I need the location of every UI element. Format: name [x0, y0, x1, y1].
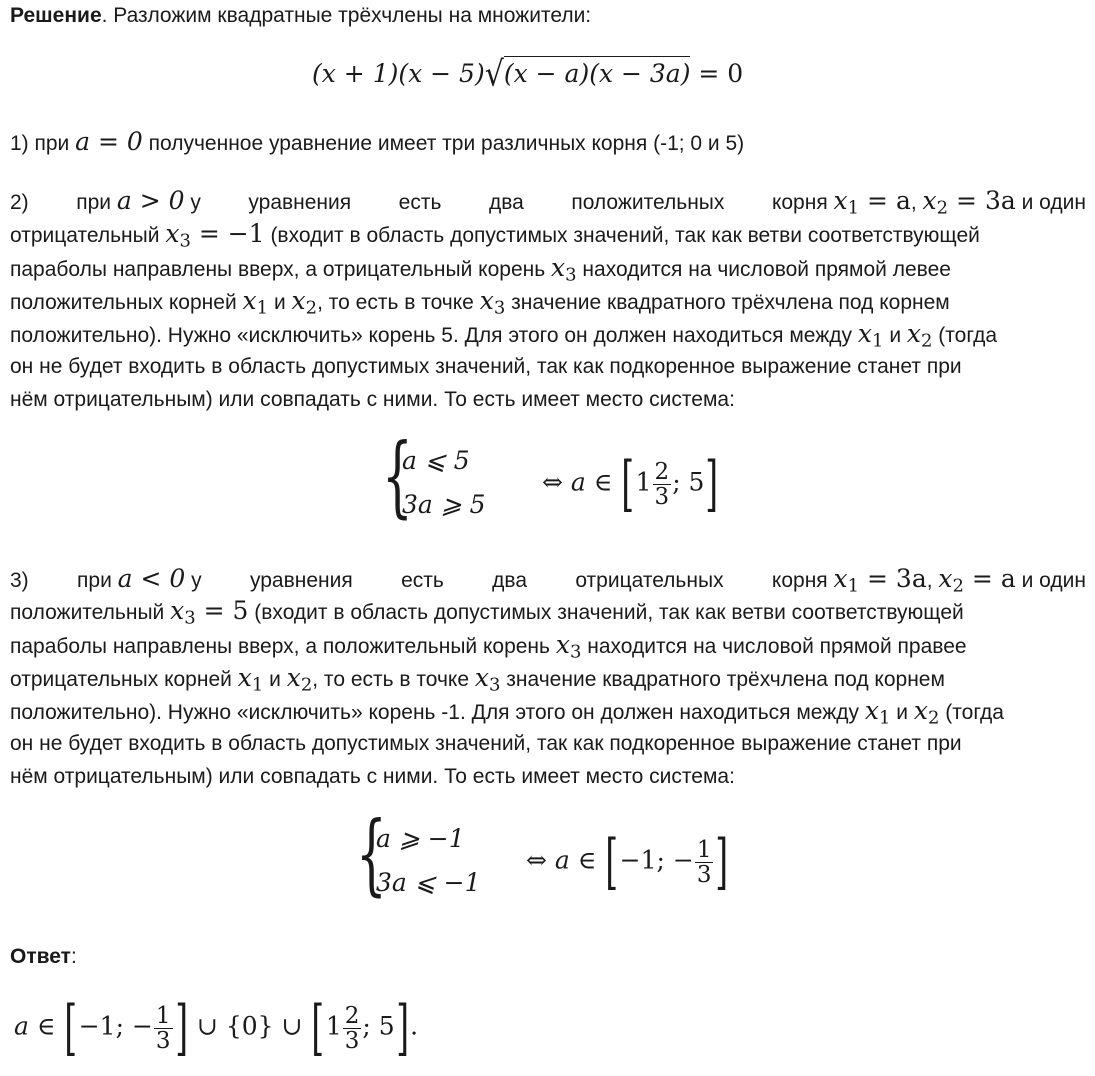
answer-label-line: Ответ: — [10, 945, 77, 968]
answer-label: Ответ — [10, 945, 71, 968]
case1-line: 1) при a = 0 полученное уравнение имеет три различных корня (-1; 0 и 5) — [10, 127, 745, 156]
case3-system: { a ⩾ −1 3a ⩽ −1 ⇔ a ∈ [−1; − $\frac{1}{3}$ ] — [356, 802, 729, 905]
case3-line4: отрицательных корней $x_1$ и $x_2$, то есть в точке $x_3$ значение квадратного трёхчлена под корнем — [10, 663, 945, 696]
answer-formula: a ∈ [−1; − $\frac{1}{3}$ ] ∪ {0} ∪ [1 $\frac{2}{3}$ ; 5]. — [14, 993, 419, 1063]
case3-line6: он не будет входить в область допустимых значений, так как подкоренное выражение станет при — [10, 732, 962, 755]
case3-line3: параболы направлены вверх, а положительный корень $x_3$ находится на числовой прямой правее — [10, 630, 967, 663]
case3-line1: 3) при a < 0 у уравнения есть два отрицательных корня $x_1 = 3a$, $x_2 = a$ и один — [10, 564, 1086, 597]
case3-line7: нём отрицательным) или совпадать с ними. То есть имеет место система: — [10, 765, 735, 788]
case2-line4: положительных корней $x_1$ и $x_2$, то есть в точке $x_3$ значение квадратного трёхчлена под корнем — [10, 286, 950, 319]
case2-line6: он не будет входить в область допустимых значений, так как подкоренное выражение станет при — [10, 355, 962, 378]
case3-line5: положительно). Нужно «исключить» корень -1. Для этого он должен находиться между $x_1$ и $x_2$ (тогда — [10, 696, 1004, 729]
case2-line2: отрицательный $x_3 = -1$ (входит в область допустимых значений, так как ветви соответствующей — [10, 219, 980, 252]
case2-line7: нём отрицательным) или совпадать с ними. То есть имеет место система: — [10, 388, 735, 411]
case3-line2: положительный $x_3 = 5$ (входит в область допустимых значений, так как ветви соответствующей — [10, 596, 964, 629]
case2-line3: параболы направлены вверх, а отрицательный корень $x_3$ находится на числовой прямой левее — [10, 253, 951, 286]
case2-system: { a ⩽ 5 3a ⩾ 5 ⇔ a ∈ [1 $\frac{2}{3}$ ; 5] — [382, 424, 719, 527]
case2-line1: 2) при a > 0 у уравнения есть два положительных корня $x_1 = a$, $x_2 = 3a$ и один — [10, 186, 1086, 219]
intro-line: Решение. Разложим квадратные трёхчлены на множители: — [10, 4, 592, 27]
main-equation: (x + 1)(x − 5)√(x − a)(x − 3a) = 0 — [312, 54, 744, 95]
case2-line5: положительно). Нужно «исключить» корень 5. Для этого он должен находиться между $x_1$ и $x_2$ (тогда — [10, 319, 998, 352]
solution-label: Решение — [10, 4, 102, 27]
